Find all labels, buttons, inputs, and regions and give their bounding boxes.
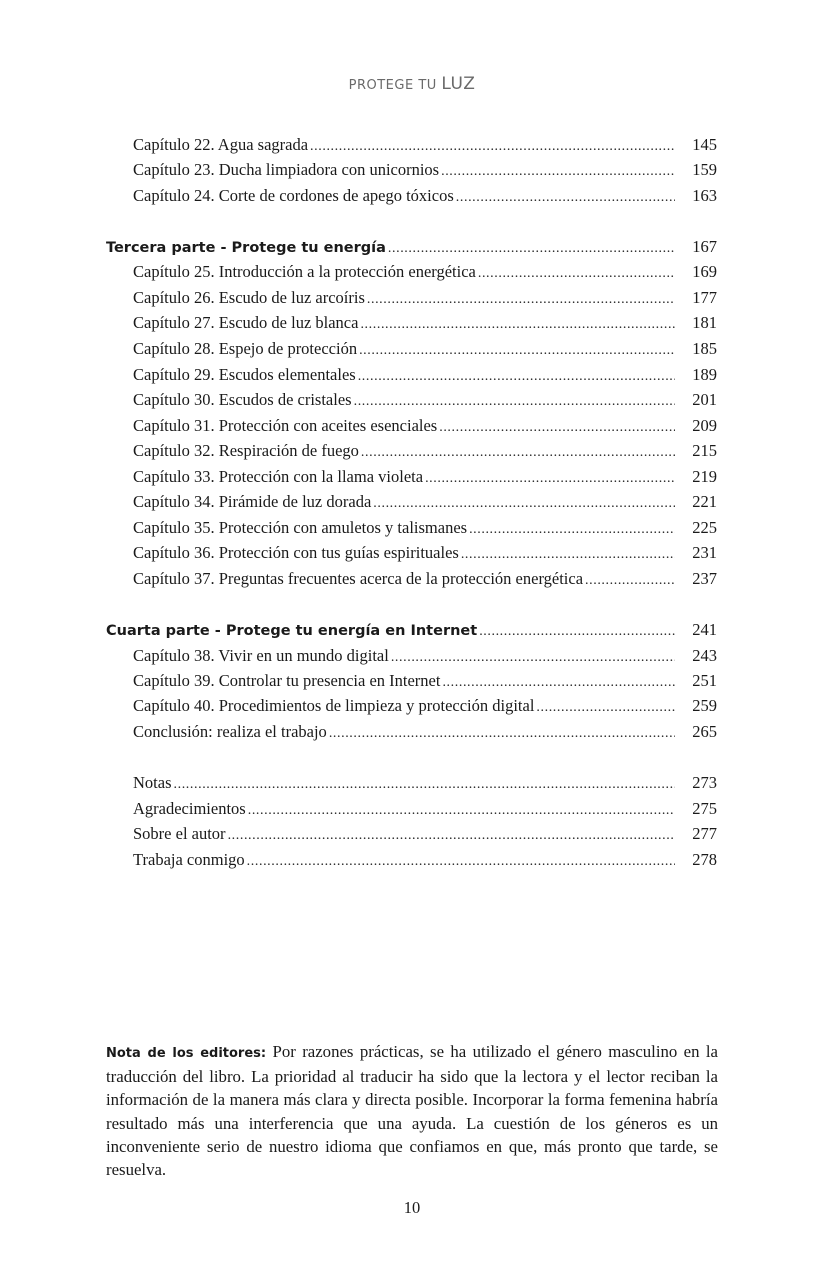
- toc-entry-page: 275: [692, 799, 717, 818]
- dot-leader: [247, 847, 675, 875]
- toc-entry-page: 241: [692, 620, 717, 639]
- toc-entry-title: Capítulo 34. Pirámide de luz dorada: [133, 492, 372, 511]
- toc-entry-title: Capítulo 30. Escudos de cristales: [133, 390, 352, 409]
- toc-entry-title: Capítulo 27. Escudo de luz blanca: [133, 313, 359, 332]
- toc-entry-page: 185: [692, 339, 717, 358]
- toc-entry[interactable]: [0, 515, 824, 541]
- toc-entry-title: Capítulo 40. Procedimientos de limpieza y protección digital: [133, 696, 535, 715]
- toc-entry-page: 163: [692, 186, 717, 205]
- toc-entry-page: 177: [692, 288, 717, 307]
- toc-part-title: Tercera parte - Protege tu energía: [106, 240, 386, 256]
- toc-entry-title: Conclusión: realiza el trabajo: [133, 722, 327, 741]
- toc-entry[interactable]: [0, 489, 824, 515]
- toc-part-heading[interactable]: [0, 617, 824, 643]
- toc-entry-title: Capítulo 38. Vivir en un mundo digital: [133, 646, 389, 665]
- toc-entry[interactable]: [0, 132, 824, 158]
- toc-entry-page: 169: [692, 262, 717, 281]
- toc-entry-title: Capítulo 33. Protección con la llama violeta: [133, 467, 424, 486]
- dot-leader: [479, 617, 675, 645]
- toc-part-title: Cuarta parte - Protege tu energía en Internet: [106, 623, 478, 639]
- toc-entry-page: 201: [692, 390, 717, 409]
- dot-leader: [441, 157, 675, 185]
- dot-leader: [360, 310, 675, 338]
- toc-entry-page: 145: [692, 135, 717, 154]
- dot-leader: [442, 668, 675, 696]
- dot-leader: [174, 770, 676, 798]
- toc-entry[interactable]: [0, 643, 824, 669]
- toc-entry[interactable]: [0, 464, 824, 490]
- toc-entry-page: 225: [692, 518, 717, 537]
- toc-entry-title: Capítulo 25. Introducción a la protección energética: [133, 262, 476, 281]
- toc-entry-page: 278: [692, 850, 717, 869]
- dot-leader: [354, 387, 675, 415]
- toc-entry-title: Capítulo 37. Preguntas frecuentes acerca de la protección energética: [133, 569, 584, 588]
- toc-entry-page: 251: [692, 671, 717, 690]
- toc-entry[interactable]: [0, 438, 824, 464]
- toc-entry-page: 215: [692, 441, 717, 460]
- toc-entry[interactable]: [0, 285, 824, 311]
- dot-leader: [388, 234, 675, 262]
- dot-leader: [329, 719, 675, 747]
- toc-entry[interactable]: [0, 259, 824, 285]
- toc-entry-page: 277: [692, 824, 717, 843]
- toc-entry[interactable]: [0, 310, 824, 336]
- toc-entry-title: Capítulo 29. Escudos elementales: [133, 365, 356, 384]
- toc-entry-page: 219: [692, 467, 717, 486]
- toc-entry[interactable]: [0, 362, 824, 388]
- toc-entry-page: 237: [692, 569, 717, 588]
- toc-entry[interactable]: [0, 821, 824, 847]
- toc-entry[interactable]: [0, 413, 824, 439]
- toc-entry[interactable]: [0, 668, 824, 694]
- toc-entry-page: 231: [692, 543, 717, 562]
- toc-entry-page: 209: [692, 416, 717, 435]
- toc-entry-title: Capítulo 32. Respiración de fuego: [133, 441, 359, 460]
- toc-entry[interactable]: [0, 719, 824, 745]
- toc-entry-title: Capítulo 23. Ducha limpiadora con unicornios: [133, 160, 440, 179]
- toc-entry-page: 265: [692, 722, 717, 741]
- toc-entry-page: 273: [692, 773, 717, 792]
- dot-leader: [228, 821, 675, 849]
- toc-entry-title: Notas: [133, 773, 172, 792]
- dot-leader: [248, 796, 675, 824]
- toc-entry-title: Capítulo 36. Protección con tus guías espirituales: [133, 543, 459, 562]
- toc-entry-page: 243: [692, 646, 717, 665]
- toc-entry[interactable]: [0, 540, 824, 566]
- toc-part-heading[interactable]: [0, 234, 824, 260]
- page-number: 10: [403, 1198, 421, 1217]
- dot-leader: [439, 413, 675, 441]
- toc-entry[interactable]: [0, 796, 824, 822]
- toc-entry[interactable]: [0, 770, 824, 796]
- toc-entry[interactable]: [0, 157, 824, 183]
- toc-entry-page: 159: [692, 160, 717, 179]
- toc-entry-page: 259: [692, 696, 717, 715]
- editors-note: [106, 1040, 718, 1181]
- toc-entry-page: 167: [692, 237, 717, 256]
- toc-entry-title: Capítulo 31. Protección con aceites esenciales: [133, 416, 438, 435]
- running-head-small: PROTEGE TU: [348, 78, 442, 93]
- toc-entry-title: Sobre el autor: [133, 824, 226, 843]
- editors-note-text: Por razones prácticas, se ha utilizado el género masculino en la traducción del libro. La prioridad al traducir ha sido que la lectora y el lector reciban la información de la manera más clara y directa posible. Incorporar la forma femenina habría resultado más una interferencia que una ayuda. La cuestión de los géneros es un inconveniente serio de nuestro idioma que confiamos en que, más pronto que tarde, se resuelva.: [106, 1042, 719, 1180]
- toc-entry[interactable]: [0, 336, 824, 362]
- dot-leader: [359, 336, 675, 364]
- dot-leader: [461, 540, 675, 568]
- running-head-large: LUZ: [441, 74, 476, 94]
- dot-leader: [536, 693, 675, 721]
- running-head: [0, 74, 824, 94]
- toc-entry-title: Trabaja conmigo: [133, 850, 245, 869]
- toc-entry[interactable]: [0, 847, 824, 873]
- toc-entry[interactable]: [0, 566, 824, 592]
- editors-note-label: Nota de los editores:: [106, 1046, 267, 1061]
- toc-entry[interactable]: [0, 183, 824, 209]
- toc-entry-page: 189: [692, 365, 717, 384]
- toc-entry-title: Capítulo 35. Protección con amuletos y talismanes: [133, 518, 468, 537]
- toc-entry-title: Agradecimientos: [133, 799, 246, 818]
- toc-entry-title: Capítulo 39. Controlar tu presencia en Internet: [133, 671, 441, 690]
- toc-entry[interactable]: [0, 387, 824, 413]
- toc-entry[interactable]: [0, 693, 824, 719]
- dot-leader: [585, 566, 675, 594]
- dot-leader: [456, 183, 675, 211]
- toc-entry-page: 181: [692, 313, 717, 332]
- dot-leader: [478, 259, 675, 287]
- dot-leader: [358, 362, 675, 390]
- dot-leader: [373, 489, 675, 517]
- dot-leader: [469, 515, 675, 543]
- dot-leader: [310, 132, 675, 160]
- toc-entry-page: 221: [692, 492, 717, 511]
- dot-leader: [367, 285, 675, 313]
- toc-entry-title: Capítulo 26. Escudo de luz arcoíris: [133, 288, 365, 307]
- toc-entry-title: Capítulo 28. Espejo de protección: [133, 339, 358, 358]
- toc-entry-title: Capítulo 24. Corte de cordones de apego tóxicos: [133, 186, 454, 205]
- dot-leader: [361, 438, 675, 466]
- dot-leader: [425, 464, 675, 492]
- dot-leader: [391, 643, 675, 671]
- toc-entry-title: Capítulo 22. Agua sagrada: [133, 135, 309, 154]
